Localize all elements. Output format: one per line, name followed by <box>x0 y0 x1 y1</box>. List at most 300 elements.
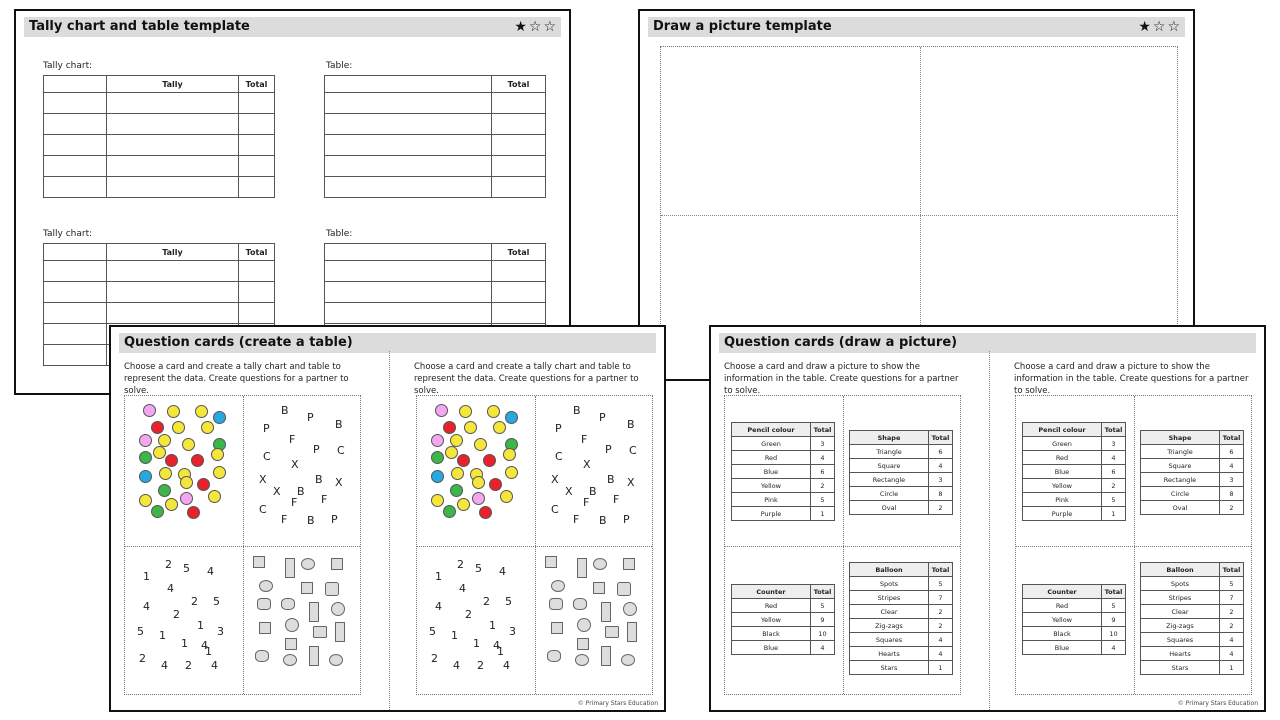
table-row <box>1141 633 1244 647</box>
counter-dot <box>182 438 195 451</box>
number-item: 1 <box>435 570 442 583</box>
shape-item <box>285 618 299 632</box>
table-header: Total <box>1102 585 1126 599</box>
table-cell: Triangle <box>850 445 929 459</box>
shape-item <box>331 602 345 616</box>
rating-stars[interactable] <box>514 17 558 37</box>
table-cell: 3 <box>1102 437 1126 451</box>
table-header: Total <box>1102 423 1126 437</box>
shape-item <box>301 582 313 594</box>
counter-dot <box>503 448 516 461</box>
star-empty-icon[interactable]: ☆ <box>1167 19 1182 35</box>
table-row <box>1141 591 1244 605</box>
counter-dot <box>431 494 444 507</box>
letter-item: F <box>321 493 328 506</box>
table-cell: Green <box>1023 437 1102 451</box>
table-header: Total <box>929 431 953 445</box>
table-row <box>850 647 953 661</box>
counter-dot <box>139 434 152 447</box>
shape-item <box>331 558 343 570</box>
shape-item <box>309 646 319 666</box>
number-item: 4 <box>211 659 218 672</box>
table-row <box>850 473 953 487</box>
number-item: 4 <box>499 565 506 578</box>
letter-item: C <box>555 450 563 463</box>
number-item: 1 <box>473 637 480 650</box>
number-item: 4 <box>503 659 510 672</box>
shape-item <box>285 558 295 578</box>
counter-dot <box>464 421 477 434</box>
table-row <box>732 599 835 613</box>
table-cell: Red <box>732 451 811 465</box>
rating-stars[interactable] <box>1138 17 1182 37</box>
table-row <box>850 445 953 459</box>
table-cell: Squares <box>1141 633 1220 647</box>
counter-dot <box>435 404 448 417</box>
table-cell: 2 <box>1102 479 1126 493</box>
counter-dot <box>431 470 444 483</box>
table-header: Total <box>1220 563 1244 577</box>
letter-item: B <box>573 404 581 417</box>
table-header: Total <box>929 563 953 577</box>
star-filled-icon[interactable]: ★ <box>1138 19 1153 35</box>
col-total: Total <box>239 76 275 93</box>
shape-item <box>593 582 605 594</box>
table-cell: 4 <box>1220 633 1244 647</box>
table-row <box>850 633 953 647</box>
number-item: 4 <box>161 659 168 672</box>
letter-item: P <box>331 513 338 526</box>
letter-item: P <box>313 443 320 456</box>
letter-item: F <box>291 496 298 509</box>
table-row <box>850 661 953 675</box>
table-cell: Zig-zags <box>850 619 929 633</box>
tally-chart-label: Tally chart: <box>43 61 93 71</box>
table-row <box>1141 459 1244 473</box>
table-row <box>732 479 835 493</box>
letter-item: C <box>629 444 637 457</box>
table-header: Balloon <box>850 563 929 577</box>
table-cell: 2 <box>811 479 835 493</box>
question-cards-table-page[interactable] <box>109 325 666 712</box>
table-cell: Rectangle <box>850 473 929 487</box>
counter-dot <box>153 446 166 459</box>
table-cell: Stripes <box>850 591 929 605</box>
table-cell: 8 <box>1220 487 1244 501</box>
page-title <box>719 333 1256 353</box>
table-row <box>1141 619 1244 633</box>
copyright: © Primary Stars Education <box>577 700 658 707</box>
number-item: 1 <box>205 645 212 658</box>
table-cell: Black <box>732 627 811 641</box>
letter-item: B <box>307 514 315 527</box>
counter-dot <box>431 434 444 447</box>
table-card-grid <box>1015 395 1252 695</box>
letter-item: C <box>551 503 559 516</box>
shape-item <box>577 558 587 578</box>
counter-dot <box>159 467 172 480</box>
counter-dot <box>187 506 200 519</box>
table-cell: 6 <box>929 445 953 459</box>
counter-dot <box>158 484 171 497</box>
table-cell: Square <box>850 459 929 473</box>
counter-dot <box>489 478 502 491</box>
number-item: 4 <box>435 600 442 613</box>
counter-dot <box>139 470 152 483</box>
table-header: Balloon <box>1141 563 1220 577</box>
table-cell: Black <box>1023 627 1102 641</box>
table-cell: Yellow <box>732 479 811 493</box>
table-row <box>850 501 953 515</box>
counter-dot <box>191 454 204 467</box>
card-grid <box>416 395 653 695</box>
letter-item: X <box>291 458 299 471</box>
table-cell: 4 <box>929 647 953 661</box>
shape-item <box>577 638 589 650</box>
table-cell: Red <box>1023 599 1102 613</box>
table-row <box>1141 605 1244 619</box>
shape-item <box>623 602 637 616</box>
question-cards-picture-page[interactable] <box>709 325 1266 712</box>
star-empty-icon[interactable]: ☆ <box>543 19 558 35</box>
table-cell: Oval <box>850 501 929 515</box>
letter-item: X <box>627 476 635 489</box>
table-cell: 9 <box>1102 613 1126 627</box>
balloon-table <box>1140 562 1244 675</box>
table-cell: 4 <box>1102 641 1126 655</box>
table-cell: 5 <box>811 599 835 613</box>
table-cell: 5 <box>929 577 953 591</box>
instruction-text: Choose a card and create a tally chart and table to represent the data. Create questions for a partner to solve. <box>414 362 639 396</box>
counter-dot <box>457 454 470 467</box>
number-item: 4 <box>201 639 208 652</box>
shape-item <box>255 650 269 662</box>
table-cell: 5 <box>1102 493 1126 507</box>
letter-item: P <box>623 513 630 526</box>
shape-item <box>575 654 589 666</box>
table-header: Shape <box>850 431 929 445</box>
table-cell: Pink <box>732 493 811 507</box>
letter-item: X <box>335 476 343 489</box>
table-cell: 5 <box>1102 599 1126 613</box>
letter-item: P <box>555 422 562 435</box>
shape-item <box>623 558 635 570</box>
counter-dot <box>211 448 224 461</box>
number-item: 2 <box>457 558 464 571</box>
letter-item: F <box>613 493 620 506</box>
shape-item <box>313 626 327 638</box>
table-cell: Green <box>732 437 811 451</box>
letter-item: C <box>259 503 267 516</box>
table-cell: Oval <box>1141 501 1220 515</box>
shape-item <box>605 626 619 638</box>
counter-dot <box>213 466 226 479</box>
table-row <box>732 507 835 521</box>
number-item: 1 <box>181 637 188 650</box>
shape-item <box>593 558 607 570</box>
letter-item: X <box>259 473 267 486</box>
shape-table <box>849 430 953 515</box>
shape-item <box>617 582 631 596</box>
table-cell: 1 <box>929 661 953 675</box>
table-label: Table: <box>326 229 353 239</box>
table-cell: Spots <box>1141 577 1220 591</box>
table-cell: Triangle <box>1141 445 1220 459</box>
table-row <box>1141 647 1244 661</box>
table-header: Total <box>811 423 835 437</box>
star-empty-icon[interactable]: ☆ <box>1152 19 1168 35</box>
table-cell: 1 <box>1102 507 1126 521</box>
card-grid <box>124 395 361 695</box>
table-header: Counter <box>1023 585 1102 599</box>
number-item: 3 <box>509 625 516 638</box>
number-item: 2 <box>483 595 490 608</box>
table-cell: 6 <box>1220 445 1244 459</box>
table-cell: Squares <box>850 633 929 647</box>
number-item: 1 <box>497 645 504 658</box>
counter-dot <box>213 411 226 424</box>
shape-item <box>545 556 557 568</box>
letter-item: C <box>263 450 271 463</box>
shape-item <box>335 622 345 642</box>
letter-item: C <box>337 444 345 457</box>
col-total: Total <box>492 244 546 261</box>
table-row <box>850 487 953 501</box>
table-cell: Purple <box>1023 507 1102 521</box>
shape-item <box>253 556 265 568</box>
number-item: 4 <box>493 639 500 652</box>
shape-item <box>551 622 563 634</box>
letter-item: F <box>289 433 296 446</box>
letter-item: B <box>281 404 289 417</box>
letter-item: X <box>551 473 559 486</box>
number-item: 5 <box>213 595 220 608</box>
table-row <box>1023 641 1126 655</box>
table-row <box>732 437 835 451</box>
table-cell: Red <box>1023 451 1102 465</box>
counter-dot <box>167 405 180 418</box>
balloon-table <box>849 562 953 675</box>
number-item: 4 <box>143 600 150 613</box>
shape-item <box>551 580 565 592</box>
table-row <box>732 465 835 479</box>
number-item: 5 <box>505 595 512 608</box>
col-total: Total <box>492 76 546 93</box>
table-cell: 2 <box>929 605 953 619</box>
counter-dot <box>487 405 500 418</box>
star-filled-icon[interactable]: ★ <box>514 19 529 35</box>
number-item: 2 <box>465 608 472 621</box>
counter-dot <box>493 421 506 434</box>
table-cell: Blue <box>1023 641 1102 655</box>
number-item: 1 <box>159 629 166 642</box>
table-row <box>850 459 953 473</box>
counter-dot <box>505 411 518 424</box>
table-cell: Blue <box>732 465 811 479</box>
counter-dot <box>151 421 164 434</box>
table-cell: 2 <box>929 501 953 515</box>
shape-item <box>621 654 635 666</box>
table-cell: Blue <box>1023 465 1102 479</box>
instruction-text: Choose a card and draw a picture to show the information in the table. Create questions for a partner to solve. <box>1014 362 1249 396</box>
table-cell: Stripes <box>1141 591 1220 605</box>
number-item: 1 <box>451 629 458 642</box>
table-cell: Square <box>1141 459 1220 473</box>
table-cell: Yellow <box>1023 479 1102 493</box>
table-row <box>1023 451 1126 465</box>
table-cell: Spots <box>850 577 929 591</box>
table-cell: 9 <box>811 613 835 627</box>
letter-item: F <box>573 513 580 526</box>
table-cell: 3 <box>811 437 835 451</box>
table-cell: Purple <box>732 507 811 521</box>
table-cell: 4 <box>811 451 835 465</box>
letter-item: B <box>589 485 597 498</box>
number-item: 2 <box>431 652 438 665</box>
number-item: 5 <box>137 625 144 638</box>
counter-dot <box>143 404 156 417</box>
shape-item <box>309 602 319 622</box>
shape-item <box>259 622 271 634</box>
table-row <box>732 627 835 641</box>
counter-dot <box>500 490 513 503</box>
table-header: Pencil colour <box>1023 423 1102 437</box>
table-header: Total <box>811 585 835 599</box>
table-cell: Circle <box>1141 487 1220 501</box>
number-item: 1 <box>197 619 204 632</box>
shape-item <box>601 646 611 666</box>
shape-item <box>285 638 297 650</box>
table-cell: 4 <box>929 633 953 647</box>
shape-item <box>549 598 563 610</box>
number-item: 4 <box>167 582 174 595</box>
counter-dot <box>443 505 456 518</box>
counter-dot <box>472 476 485 489</box>
counter-dot <box>165 498 178 511</box>
shape-item <box>601 602 611 622</box>
letter-item: F <box>581 433 588 446</box>
table-cell: 4 <box>1220 647 1244 661</box>
shape-table <box>1140 430 1244 515</box>
number-item: 2 <box>173 608 180 621</box>
table-row <box>732 451 835 465</box>
table-row <box>1141 487 1244 501</box>
table-row <box>1023 627 1126 641</box>
tally-chart-table <box>43 75 275 198</box>
table-row <box>732 641 835 655</box>
star-empty-icon[interactable]: ☆ <box>528 19 544 35</box>
table-cell: 3 <box>1220 473 1244 487</box>
instruction-text: Choose a card and draw a picture to show the information in the table. Create questions for a partner to solve. <box>724 362 959 396</box>
shape-item <box>627 622 637 642</box>
title-text: Draw a picture template <box>653 19 832 34</box>
counter-table <box>1022 584 1126 655</box>
shape-item <box>547 650 561 662</box>
data-table <box>324 75 546 198</box>
counter-dot <box>165 454 178 467</box>
number-item: 5 <box>429 625 436 638</box>
table-row <box>1141 661 1244 675</box>
table-cell: 2 <box>929 619 953 633</box>
table-row <box>850 605 953 619</box>
table-row <box>1141 577 1244 591</box>
table-cell: 5 <box>1220 577 1244 591</box>
counter-dot <box>505 466 518 479</box>
letter-item: X <box>273 485 281 498</box>
counter-dot <box>197 478 210 491</box>
number-item: 2 <box>165 558 172 571</box>
table-cell: 2 <box>1220 605 1244 619</box>
counter-dot <box>151 505 164 518</box>
number-item: 4 <box>459 582 466 595</box>
number-item: 3 <box>217 625 224 638</box>
number-item: 4 <box>207 565 214 578</box>
counter-dot <box>479 506 492 519</box>
table-cell: Rectangle <box>1141 473 1220 487</box>
table-row <box>850 619 953 633</box>
number-item: 4 <box>453 659 460 672</box>
page-title <box>648 17 1185 37</box>
table-cell: Clear <box>1141 605 1220 619</box>
counter-dot <box>443 421 456 434</box>
table-cell: 4 <box>929 459 953 473</box>
table-header: Shape <box>1141 431 1220 445</box>
table-cell: 2 <box>1220 501 1244 515</box>
instruction-text: Choose a card and create a tally chart and table to represent the data. Create questions for a partner to solve. <box>124 362 349 396</box>
counter-dot <box>457 498 470 511</box>
letter-item: B <box>607 473 615 486</box>
counter-dot <box>474 438 487 451</box>
table-cell: Zig-zags <box>1141 619 1220 633</box>
shape-item <box>573 598 587 610</box>
copyright: © Primary Stars Education <box>1177 700 1258 707</box>
table-cell: 10 <box>1102 627 1126 641</box>
letter-item: F <box>281 513 288 526</box>
tally-chart-label: Tally chart: <box>43 229 93 239</box>
letter-item: B <box>315 473 323 486</box>
table-row <box>1023 465 1126 479</box>
letter-item: B <box>599 514 607 527</box>
counter-dot <box>445 446 458 459</box>
table-cell: 2 <box>1220 619 1244 633</box>
pencil-table <box>1022 422 1126 521</box>
table-row <box>850 591 953 605</box>
counter-dot <box>172 421 185 434</box>
letter-item: B <box>627 418 635 431</box>
shape-item <box>259 580 273 592</box>
letter-item: P <box>599 411 606 424</box>
table-row <box>1023 507 1126 521</box>
letter-item: B <box>335 418 343 431</box>
shape-item <box>329 654 343 666</box>
table-cell: 10 <box>811 627 835 641</box>
table-header: Counter <box>732 585 811 599</box>
title-text: Question cards (draw a picture) <box>724 335 958 350</box>
shape-item <box>257 598 271 610</box>
counter-dot <box>139 494 152 507</box>
counter-dot <box>450 484 463 497</box>
shape-item <box>301 558 315 570</box>
table-card-grid <box>724 395 961 695</box>
table-cell: Circle <box>850 487 929 501</box>
number-item: 2 <box>185 659 192 672</box>
shape-item <box>325 582 339 596</box>
table-cell: Hearts <box>850 647 929 661</box>
letter-item: P <box>605 443 612 456</box>
table-cell: 4 <box>811 641 835 655</box>
title-text: Question cards (create a table) <box>124 335 353 350</box>
counter-dot <box>472 492 485 505</box>
